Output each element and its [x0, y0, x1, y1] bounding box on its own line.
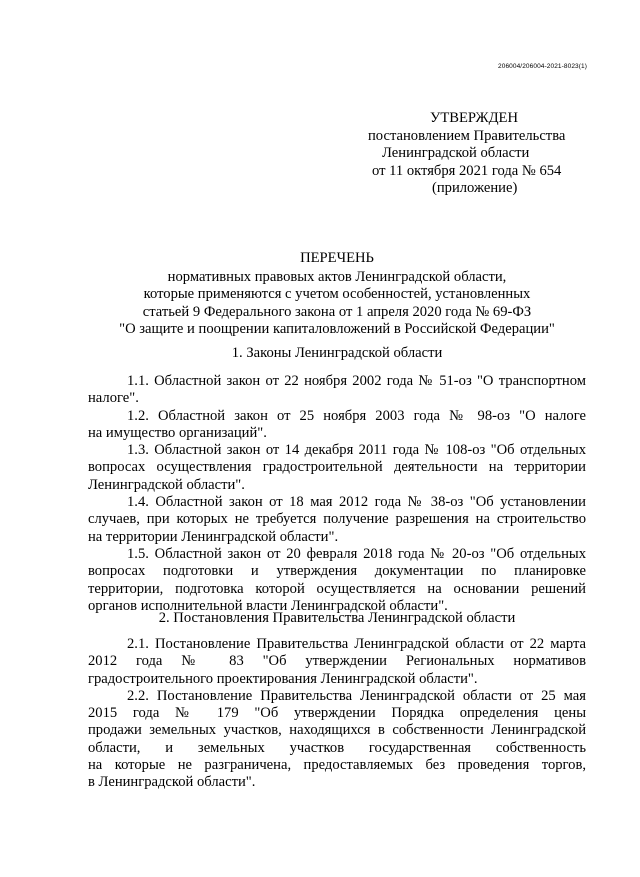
item-row: Ленинградской области".: [88, 476, 245, 493]
list-item: [88, 494, 586, 546]
item-row: в Ленинградской области".: [88, 774, 256, 791]
title-line: "О защите и поощрении капиталовложений в Российской Федерации": [119, 321, 555, 337]
section-heading-laws: 1. Законы Ленинградской области: [231, 345, 443, 361]
approval-stamp: [360, 110, 600, 198]
approval-line: (приложение): [432, 180, 518, 196]
item-row: случаев, при которых не требуется получение разрешения на строительство: [88, 511, 586, 528]
document-id: 206004/206004-2021-8023(1): [498, 63, 587, 70]
title-line: статьей 9 Федерального закона от 1 апреля 2020 года № 69-ФЗ: [142, 303, 532, 320]
title-line: которые применяются с учетом особенностей, установленных: [143, 286, 531, 302]
section-heading-resolutions: 2. Постановления Правительства Ленинградской области: [158, 610, 516, 626]
approval-line: постановлением Правительства: [368, 127, 566, 144]
item-row: на территории Ленинградской области".: [88, 528, 339, 545]
document-title: [88, 250, 586, 339]
approval-line: Ленинградской области: [382, 145, 530, 161]
item-row: градостроительного проектирования Ленинградской области".: [88, 670, 478, 687]
item-row: 1.5. Областной закон от 20 февраля 2018 года № 20-оз "Об отдельных: [127, 545, 586, 562]
item-row: 1.2. Областной закон от 25 ноября 2003 года № 98-оз "О налоге: [127, 407, 586, 424]
approval-heading: УТВЕРЖДЕН: [430, 110, 518, 126]
list-item: [88, 408, 586, 443]
list-item: [88, 442, 586, 494]
list-item: [88, 688, 586, 792]
item-row: на имущество организаций".: [88, 424, 267, 441]
approval-line: от 11 октября 2021 года № 654: [372, 162, 562, 179]
resolutions-list: [88, 636, 586, 792]
item-row: налоге".: [88, 390, 139, 407]
list-item: [88, 373, 586, 408]
title-line: нормативных правовых актов Ленинградской области,: [167, 268, 507, 285]
item-row: 2012 года № 83 "Об утверждении Региональных нормативов: [88, 653, 586, 670]
item-row: 2015 года № 179 "Об утверждении Порядка определения цены: [88, 705, 586, 722]
list-item: [88, 636, 586, 688]
item-row: области, и земельных участков государственная собственность: [88, 739, 586, 756]
item-row: на которые не разграничена, предоставляемых без проведения торгов,: [88, 757, 586, 774]
list-item: [88, 546, 586, 615]
item-row: 2.2. Постановление Правительства Ленинградской области от 25 мая: [127, 687, 586, 704]
item-row: органов исполнительной власти Ленинградской области".: [88, 597, 448, 614]
item-row: 1.1. Областной закон от 22 ноября 2002 года № 51-оз "О транспортном: [127, 373, 586, 389]
item-row: 2.1. Постановление Правительства Ленинградской области от 22 марта: [127, 636, 586, 652]
title-main: ПЕРЕЧЕНЬ: [300, 250, 374, 266]
item-row: вопросах осуществления градостроительной деятельности на территории: [88, 459, 586, 476]
item-row: вопросах подготовки и утверждения документации по планировке: [88, 563, 586, 580]
item-row: 1.3. Областной закон от 14 декабря 2011 года № 108-оз "Об отдельных: [127, 442, 586, 459]
item-row: 1.4. Областной закон от 18 мая 2012 года № 38-оз "Об установлении: [127, 494, 586, 511]
item-row: продажи земельных участков, находящихся в собственности Ленинградской: [88, 722, 586, 739]
laws-list: [88, 373, 586, 615]
item-row: территории, подготовка которой осуществляется на основании решений: [88, 580, 586, 597]
